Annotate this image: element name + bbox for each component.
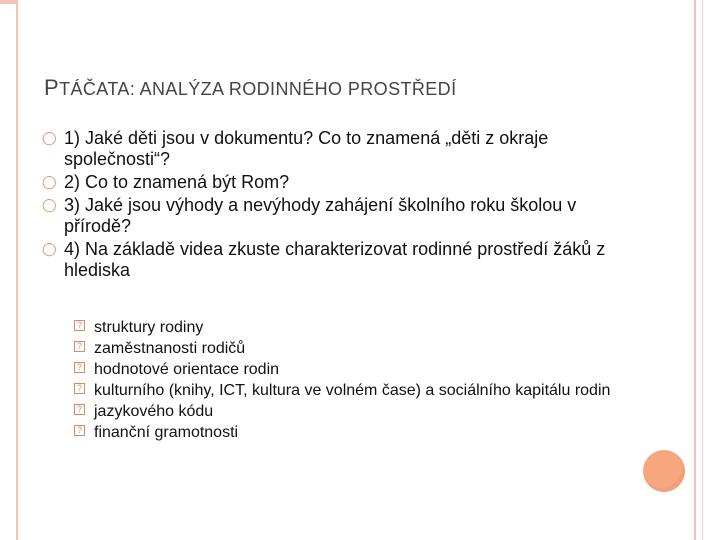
slide-title-first-letter: P <box>44 75 60 100</box>
sub-list-item <box>74 381 614 400</box>
main-list-item-text: 4) Na základě videa zkuste charakterizovat rodinné prostředí žáků z hlediska <box>64 239 606 280</box>
sub-list-item <box>74 360 614 379</box>
missing-glyph-box-icon: ? <box>74 383 85 394</box>
sub-list-item-text: kulturního (knihy, ICT, kultura ve volném čase) a sociálního kapitálu rodin <box>94 382 611 399</box>
main-bullet-list <box>42 128 632 281</box>
missing-glyph-box-icon: ? <box>74 320 85 331</box>
sub-list-item <box>74 339 614 358</box>
sub-bullet-list <box>74 318 614 442</box>
missing-glyph-box-icon: ? <box>74 425 85 436</box>
sub-list-item-text: zaměstnanosti rodičů <box>94 340 246 357</box>
main-list-item <box>42 195 632 237</box>
bullet-icon: ◯ <box>42 241 57 256</box>
frame-right-decoration <box>694 0 696 540</box>
sub-list-item-text: jazykového kódu <box>94 403 214 420</box>
missing-glyph-box-icon: ? <box>74 362 85 373</box>
frame-left-decoration <box>16 0 18 540</box>
bullet-icon: ◯ <box>42 130 57 145</box>
frame-right-outer-decoration <box>702 0 703 540</box>
missing-glyph-box-icon: ? <box>74 404 85 415</box>
sub-list-item <box>74 402 614 421</box>
bullet-icon: ◯ <box>42 174 57 189</box>
slide-title-text: TÁČATA: ANALÝZA RODINNÉHO PROSTŘEDÍ <box>59 79 457 99</box>
bullet-icon: ◯ <box>42 197 57 212</box>
main-list-item-text: 2) Co to znamená být Rom? <box>64 172 290 192</box>
sub-list-item-text: hodnotové orientace rodin <box>94 361 280 378</box>
sub-list-item-text: struktury rodiny <box>94 319 204 336</box>
accent-circle-decoration <box>643 450 685 492</box>
sub-list-item <box>74 423 614 442</box>
main-list-item <box>42 128 632 170</box>
missing-glyph-box-icon: ? <box>74 341 85 352</box>
main-list-item-text: 3) Jaké jsou výhody a nevýhody zahájení školního roku školou v přírodě? <box>64 195 577 236</box>
main-list-item <box>42 239 632 281</box>
slide-title <box>44 74 664 103</box>
sub-list-item-text: finanční gramotnosti <box>94 424 239 441</box>
main-list-item-text: 1) Jaké děti jsou v dokumentu? Co to znamená „děti z okraje společnosti“? <box>64 128 549 169</box>
frame-top-left-decoration <box>0 0 16 4</box>
sub-list-item <box>74 318 614 337</box>
main-list-item <box>42 172 632 193</box>
